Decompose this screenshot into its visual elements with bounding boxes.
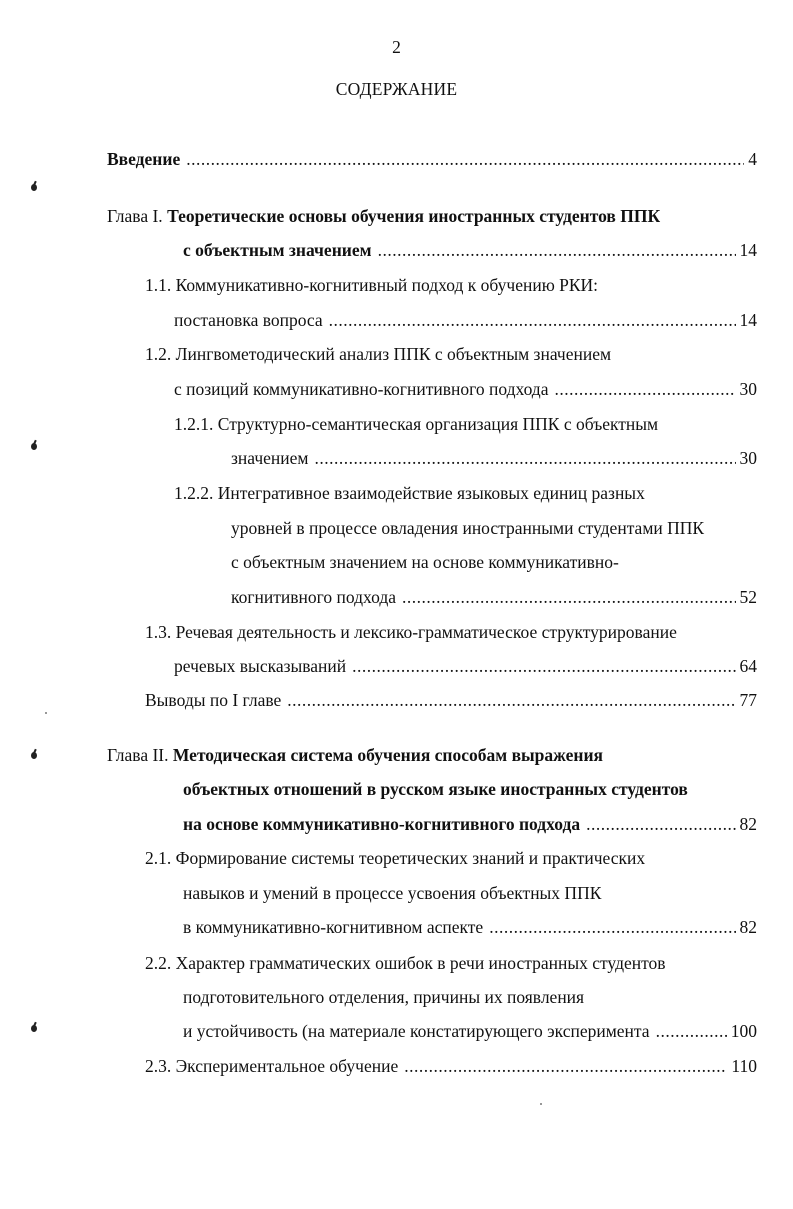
toc-entry-page: 82 xyxy=(739,917,757,937)
toc-entry-1-2 xyxy=(174,378,757,400)
dot-leader xyxy=(287,689,735,711)
dot-leader xyxy=(315,447,736,469)
chapter-title-line: на основе коммуникативно-когнитивного подхода xyxy=(183,814,581,834)
dot-leader xyxy=(352,655,735,677)
toc-entry-page: 64 xyxy=(739,656,757,676)
toc-entry-page: 30 xyxy=(739,379,757,399)
binding-hole-mark xyxy=(31,752,37,759)
toc-entry-label: и устойчивость (на материале констатирующего эксперимента xyxy=(183,1021,650,1041)
scan-speck xyxy=(45,712,47,714)
toc-chapter-2-title xyxy=(107,744,603,766)
toc-entry-2-2-line2: подготовительного отделения, причины их появления xyxy=(183,987,585,1007)
toc-entry-2-2-line1: 2.2. Характер грамматических ошибок в речи иностранных студентов xyxy=(145,953,666,973)
chapter-prefix: Глава II. xyxy=(107,745,169,765)
toc-title: СОДЕРЖАНИЕ xyxy=(335,79,458,99)
page-number: 2 xyxy=(392,37,401,57)
chapter-title-line: с объектным значением xyxy=(183,240,372,260)
toc-entry-label: когнитивного подхода xyxy=(231,587,397,607)
toc-entry-page: 110 xyxy=(731,1056,757,1076)
binding-hole-mark xyxy=(31,184,37,191)
dot-leader xyxy=(329,309,736,331)
toc-entry-label: постановка вопроса xyxy=(174,310,323,330)
toc-entry-1-3-line1: 1.3. Речевая деятельность и лексико-грамматическое структурирование xyxy=(145,622,677,642)
toc-entry-2-1-line2: навыков и умений в процессе усвоения объектных ППК xyxy=(183,883,602,903)
toc-entry-page: 30 xyxy=(739,448,757,468)
toc-entry-label: 2.3. Экспериментальное обучение xyxy=(145,1056,399,1076)
toc-entry-chapter-2 xyxy=(183,813,757,835)
dot-leader xyxy=(186,148,744,170)
binding-hole-mark xyxy=(31,1025,37,1032)
chapter-prefix: Глава I. xyxy=(107,206,163,226)
toc-entry-label: с позиций коммуникативно-когнитивного подхода xyxy=(174,379,549,399)
toc-entry-label: в коммуникативно-когнитивном аспекте xyxy=(183,917,484,937)
toc-entry-intro xyxy=(107,148,757,170)
toc-chapter-1-title xyxy=(107,205,660,227)
toc-entry-1-1-line1: 1.1. Коммуникативно-когнитивный подход к обучению РКИ: xyxy=(145,275,599,295)
toc-entry-label: Выводы по I главе xyxy=(145,690,282,710)
toc-entry-2-1 xyxy=(183,916,757,938)
toc-entry-label: значением xyxy=(231,448,309,468)
toc-entry-2-2 xyxy=(183,1020,757,1042)
chapter-title-line: объектных отношений в русском языке иностранных студентов xyxy=(183,779,688,799)
toc-entry-2-1-line1: 2.1. Формирование системы теоретических знаний и практических xyxy=(145,848,646,868)
dot-leader xyxy=(586,813,735,835)
dot-leader xyxy=(656,1020,727,1042)
scan-speck xyxy=(540,1103,542,1105)
dot-leader xyxy=(402,586,735,608)
toc-entry-1-3 xyxy=(174,655,757,677)
toc-entry-1-2-2-line1: 1.2.2. Интегративное взаимодействие языковых единиц разных xyxy=(174,483,645,503)
toc-entry-page: 100 xyxy=(730,1021,757,1041)
chapter-title-line: Методическая система обучения способам выражения xyxy=(172,745,604,765)
toc-entry-1-2-1 xyxy=(231,447,757,469)
toc-entry-label: речевых высказываний xyxy=(174,656,347,676)
chapter-title-line: Теоретические основы обучения иностранных студентов ППК xyxy=(167,206,661,226)
toc-entry-page: 14 xyxy=(739,240,757,260)
toc-entry-1-2-2-line3: с объектным значением на основе коммуникативно- xyxy=(231,552,619,572)
toc-entry-1-2-2 xyxy=(231,586,757,608)
toc-entry-page: 52 xyxy=(739,587,757,607)
dot-leader xyxy=(554,378,735,400)
toc-entry-page: 77 xyxy=(739,690,757,710)
toc-entry-page: 82 xyxy=(739,814,757,834)
toc-entry-chapter-1 xyxy=(183,239,757,261)
toc-entry-conclusions-1 xyxy=(145,689,757,711)
toc-entry-2-3 xyxy=(145,1055,757,1077)
toc-entry-page: 4 xyxy=(748,149,757,169)
toc-entry-1-1 xyxy=(174,309,757,331)
binding-hole-mark xyxy=(31,443,37,450)
dot-leader xyxy=(378,239,736,261)
dot-leader xyxy=(489,916,735,938)
dot-leader xyxy=(404,1055,727,1077)
toc-entry-1-2-1-line1: 1.2.1. Структурно-семантическая организация ППК с объектным xyxy=(174,414,659,434)
toc-entry-page: 14 xyxy=(739,310,757,330)
toc-entry-1-2-2-line2: уровней в процессе овладения иностранными студентами ППК xyxy=(231,518,705,538)
toc-entry-1-2-line1: 1.2. Лингвометодический анализ ППК с объектным значением xyxy=(145,344,612,364)
toc-entry-label: Введение xyxy=(107,149,181,169)
